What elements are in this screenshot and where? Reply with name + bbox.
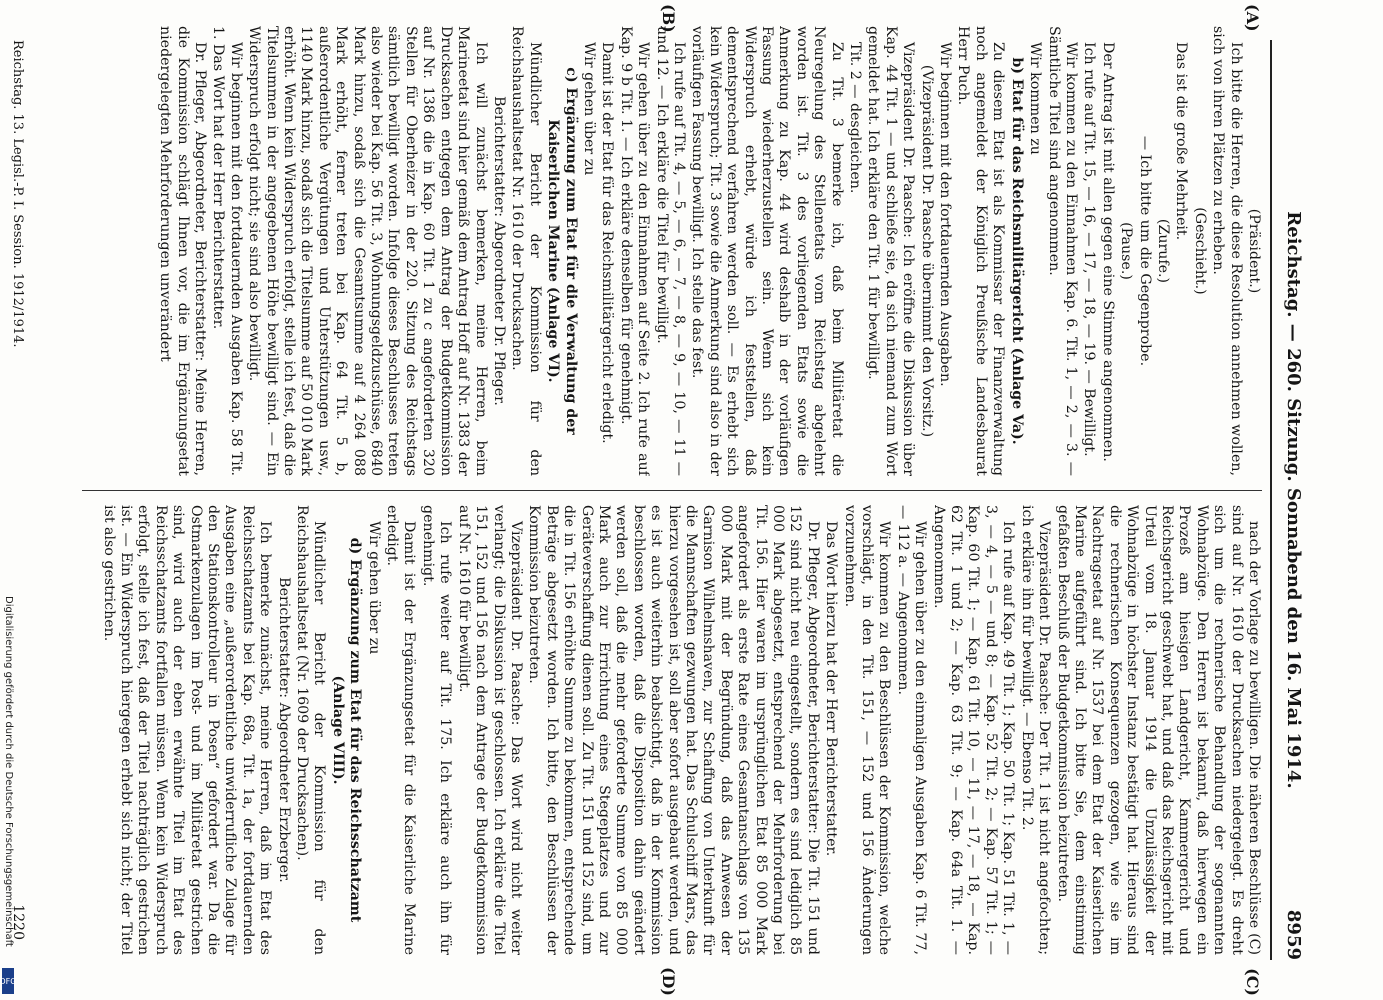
digitization-note-text: Digitalisierung gefördert durch die Deutsche Forschungsgemeinschaft bbox=[3, 596, 14, 947]
paragraph: Wir gehen über zu den Einnahmen auf Seite 2. Ich rufe auf Kap. 9 b Tit. 1. — Ich erkläre denselben für genehmigt. bbox=[617, 26, 652, 476]
paragraph: b) Etat für das Reichsmilitärgericht (Anlage Va). bbox=[1008, 57, 1025, 445]
paragraph: Das ist die große Mehrheit. bbox=[1173, 42, 1190, 241]
paragraph: Wir gehen über zu bbox=[580, 42, 597, 176]
paragraph: Wir kommen zu bbox=[1027, 42, 1044, 155]
paragraph: Wir kommen zu den Einnahmen Kap. 6. Tit. 1, — 2, — 3. — Sämtliche Titel sind angenommen. bbox=[1045, 26, 1079, 476]
footer-number: 1220 bbox=[10, 904, 26, 940]
paragraph: (Geschieht.) bbox=[1191, 207, 1208, 295]
paragraph: Tit. 2 — desgleichen. bbox=[847, 42, 864, 194]
paragraph: Damit ist der Ergänzungsetat für die Kaiserliche Marine erledigt. bbox=[384, 505, 418, 955]
paragraph: Vizepräsident Dr. Paasche: Das Wort wird nicht weiter verlangt; die Diskussion ist geschlossen. Ich erkläre die Titel 151, 152 und 156 nach dem Antrage der Budgetkommission auf Nr. 1610 für bewilligt. bbox=[455, 505, 524, 955]
paragraph: c) Ergänzung zum Etat für die Verwaltung der Kaiserlichen Marine (Anlage VI). bbox=[545, 67, 579, 435]
running-header bbox=[1274, 40, 1304, 960]
digitization-note bbox=[2, 596, 16, 986]
header-rule bbox=[1270, 40, 1272, 960]
paragraph: Wir beginnen mit den fortdauernden Ausgaben Kap. 58 Tit. 1. Das Wort hat der Herr Berichterstatter. bbox=[210, 26, 244, 476]
paragraph: nach der Vorlage zu bewilligen. Die näheren Beschlüsse (C) sind auf Nr. 1610 der Drucksachen niedergelegt. Es dreht sich um die rechnerische Behandlung der sogenannten Wohnabzüge. Den Herren ist bekannt, daß hierwegen ein Prozeß am hiesigen Landgericht, Kammergericht und Reichsgericht geschwebt hat, und daß das Reichsgericht mit Urteil vom 18. Januar 1914 die Unzulässigkeit der Wohnabzüge in höchster Instanz bestätigt hat. Hieraus sind die rechnerischen Konsequenzen gezogen, wie sie im Nachtragsetat auf Nr. 1537 bei dem Etat der Kaiserlichen Marine aufgeführt sind. Ich bitte Sie, dem einstimmig gefaßten Beschluß der Budgetkommission beizutreten. bbox=[1054, 505, 1262, 955]
paragraph: (Präsident.) bbox=[1246, 208, 1262, 294]
paragraph: Berichterstatter: Abgeordneter Dr. Pfleger. bbox=[490, 96, 507, 406]
paragraph: Wir beginnen mit den fortdauernden Ausgaben. bbox=[937, 42, 954, 387]
paragraph: Zu Tit. 3 bemerke ich, daß beim Militäretat die Neuregelung des Stellenetats vom Reichstag abgelehnt worden ist. Tit. 3 des vorliegenden Etats sowie die Anmerkung zu Kap. 44 wird deshalb in der vorläufigen Fassung wiederherzustellen sein. Wenn sich kein Widerspruch erhebt, würde ich feststellen, daß dementsprechend verfahren werden soll. — Es erhebt sich kein Widerspruch; Tit. 3 sowie die Anmerkung sind also in der vorläufigen Fassung bewilligt. Ich stelle das fest. bbox=[689, 26, 845, 476]
paragraph: Vizepräsident Dr. Paasche: Ich eröffne die Diskussion über Kap. 44 Tit. 1 — und schließe sie, da sich niemand zum Wort gemeldet hat. Ich erkläre den Tit. 1 für bewilligt. bbox=[865, 26, 917, 476]
paragraph: Mündlicher Bericht der Kommission für den Reichshaushaltsetat (Nr. 1609 der Drucksachen). bbox=[294, 505, 328, 955]
dfg-logo: DFG bbox=[2, 968, 14, 994]
paragraph: Ich bitte die Herren, die diese Resolution annehmen wollen, sich von ihren Plätzen zu erheben. bbox=[1210, 26, 1244, 476]
paragraph: — Ich bitte um die Gegenprobe. bbox=[1136, 135, 1153, 367]
header-page-number: 8959 bbox=[1283, 909, 1304, 960]
paragraph: Dr. Pfleger, Abgeordneter, Berichterstatter: Meine Herren, die Kommission schlägt Ihnen vor, die im Ergänzungsetat niedergelegten Mehrforderungen unverändert bbox=[157, 26, 209, 476]
paragraph: Ich will zunächst bemerken, meine Herren, beim Marineetat sind hier gemäß dem Antrag Hoff auf Nr. 1383 der Drucksachen entgegen dem Antrag der Budgetkommission auf Nr. 1386 die in Kap. 60 Tit. 1 zu c angeforderten 320 Stellen für Oberheizer in der 220. Sitzung des Reichstags sämtlich bewilligt worden. Infolge dieses Beschlusses treten also wieder bei Kap. 56 Tit. 3, Wohnungsgeldzuschüsse, 6840 Mark hinzu, sodaß sich die Gesamtsumme auf 4 264 088 Mark erhöht, ferner treten bei Kap. 64 Tit. 5 b, außerordentliche Vergütungen und Unterstützungen usw., 1140 Mark hinzu, sodaß sich die Titelsumme auf 50 010 Mark erhöht. Wenn kein Widerspruch erfolgt, stelle ich fest, daß die Titelsummen in der angegebenen Höhe bewilligt sind. — Ein Widerspruch erfolgt nicht; sie sind also bewilligt. bbox=[246, 26, 489, 476]
margin-mark-b: (B) bbox=[659, 4, 678, 33]
column-divider bbox=[82, 490, 1262, 491]
paragraph: Zu diesem Etat ist als Kommissar der Finanzverwaltung noch angemeldet der Königlich Preußische Landesbaurat Herr Puch. bbox=[955, 26, 1007, 476]
margin-mark-d: (D) bbox=[659, 966, 678, 996]
paragraph: (Zurufe.) bbox=[1154, 218, 1171, 284]
paragraph: Mündlicher Bericht der Kommission für den Reichshaushaltsetat Nr. 1610 der Drucksachen. bbox=[509, 26, 543, 476]
paragraph: Ich rufe weiter auf Tit. 175. Ich erkläre auch ihn für genehmigt. bbox=[419, 505, 454, 955]
paragraph: (Vizepräsident Dr. Paasche übernimmt den Vorsitz.) bbox=[918, 64, 935, 438]
margin-mark-c: (C) bbox=[1243, 968, 1262, 996]
header-title: Reichstag. — 260. Sitzung. Sonnabend den 16. Mai 1914. bbox=[1283, 211, 1304, 789]
right-column bbox=[62, 505, 1262, 955]
paragraph: Ich rufe auf Tit. 15, — 16, — 17, — 18, — 19. — Bewilligt. bbox=[1081, 42, 1098, 457]
paragraph: (Pause.) bbox=[1118, 222, 1135, 280]
paragraph: Berichterstatter: Abgeordneter Erzberger. bbox=[275, 577, 292, 883]
paragraph: Der Antrag ist mit allen gegen eine Stimme angenommen. bbox=[1099, 42, 1116, 462]
footer-note: Reichstag. 13. Legisl.-P. I. Session. 1912/1914. bbox=[10, 40, 25, 348]
paragraph: Ich rufe auf Tit. 4, — 5, — 6, — 7, — 8, — 9, — 10, — 11 — und 12. — Ich erkläre die Titel für bewilligt. bbox=[653, 26, 687, 476]
paragraph: Wir gehen über zu bbox=[365, 521, 382, 655]
paragraph: Wir kommen zu den Beschlüssen der Kommission, welche vorschlägt, in den Tit. 151, — 152 und 156 Änderungen vorzunehmen. bbox=[841, 505, 893, 955]
paragraph: Wir gehen über zu den einmaligen Ausgaben Kap. 6 Tit. 77, — 112 a. — Angenommen. bbox=[894, 505, 929, 955]
margin-mark-a: (A) bbox=[1243, 4, 1262, 32]
paragraph: Damit ist der Etat für das Reichsmilitärgericht erledigt. bbox=[599, 42, 616, 444]
paragraph: d) Ergänzung zum Etat für das Reichsschatzamt (Anlage VIII). bbox=[329, 537, 364, 923]
paragraph: Ich rufe auf Kap. 49 Tit. 1; Kap. 50 Tit. 1; Kap. 51 Tit. 1, — 3, — 4, — 5 — und 8; — Kap. 52 Tit. 2; — Kap. 57 Tit. 1; — Kap. 60 Tit. 1; — Kap. 61 Tit. 10, — 11, — 17, — 18, — Kap. 62 Tit. 1 und 2; — Kap. 63 Tit. 9; — Kap. 64a Tit. 1. — Angenommen. bbox=[930, 505, 1017, 955]
left-column bbox=[62, 26, 1262, 476]
paragraph: Dr. Pfleger, Abgeordneter, Berichterstatter: Die Tit. 151 und 152 sind nicht neu eingestellt, sondern es sind lediglich 85 000 Mark abgesetzt, entsprechend der Mehrforderung bei Tit. 156. Hier waren im ursprünglichen Etat 85 000 Mark angefordert als erste Rate eines Gesamtanschlags von 135 000 Mark mit der Begründung, daß das Anwesen der Garnison Wilhelmshaven, zur Schaffung von Unterkunft für die Mannschaften gezwungen hat. Das Schulschiff Mars, das hierzu vorgesehen ist, soll aber sofort ausgebaut werden, und es ist auch weiterhin beabsichtigt, daß in der Kommission beschlossen worden, daß die Disposition dahin geändert werden soll, daß die mehr geforderte Summe von 85 000 Mark auch zur Errichtung eines Stegeplatzes und zur Geräteverschaffung dienen soll. Zu Tit. 151 und 152 sind, um die in Tit. 156 erhöhte Summe zu bekommen, entsprechende Beträge abgesetzt worden. Ich bitte, den Beschlüssen der Kommission beizutreten. bbox=[526, 505, 821, 955]
paragraph: Ich bemerke zunächst, meine Herren, daß im Etat des Reichsschatzamts bei Kap. 68a, Tit. 1a, der fortdauernden Ausgaben eine „außerordentliche unwiderrufliche Zulage für den Stationskontrolleur in Posen“ gefordert war. Da die Ostmarkenzulagen im Post- und im Militäretat gestrichen sind, wird auch der eben erwähnte Titel im Etat des Reichsschatzamts fortfallen müssen. Wenn kein Widerspruch erfolgt, stelle ich fest, daß der Titel nachträglich gestrichen ist. — Ein Widerspruch hiergegen erhebt sich nicht; der Titel ist also gestrichen. bbox=[100, 505, 274, 955]
paragraph: Das Wort hierzu hat der Herr Berichterstatter. bbox=[823, 521, 840, 857]
paragraph: Vizepräsident Dr. Paasche: Der Tit. 1 ist nicht angefochten; ich erkläre ihn für bewilligt. — Ebenso Tit. 2. bbox=[1018, 505, 1053, 955]
